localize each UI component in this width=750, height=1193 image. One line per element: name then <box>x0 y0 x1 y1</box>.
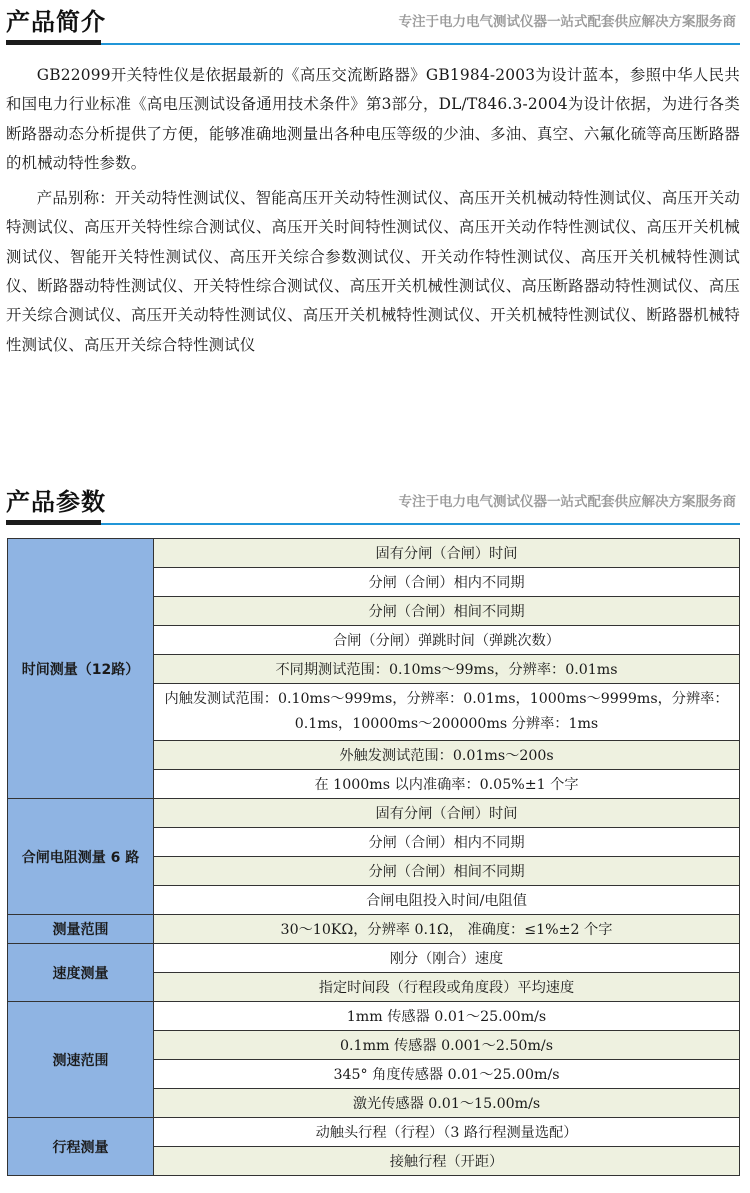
param-value: 指定时间段（行程段或角度段）平均速度 <box>154 973 740 1002</box>
param-category: 行程测量 <box>8 1118 154 1176</box>
param-value: 345° 角度传感器 0.01～25.00m/s <box>154 1060 740 1089</box>
section-slogan: 专注于电力电气测试仪器一站式配套供应解决方案服务商 <box>398 14 736 30</box>
divider-line <box>101 43 740 45</box>
section-title: 产品简介 <box>6 8 106 36</box>
alias-paragraph: 产品别称：开关动特性测试仪、智能高压开关动特性测试仪、高压开关机械动特性测试仪、高压开关动特测试仪、高压开关特性综合测试仪、高压开关时间特性测试仪、高压开关动作特性测试仪、高压开关机械测试仪、智能开关特性测试仪、高压开关综合参数测试仪、开关动作特性测试仪、高压开关机械特性测试仪、断路器动特性测试仪、开关特性综合测试仪、高压开关机械性测试仪、高压断路器动特性测试仪、高压开关综合测试仪、高压开关动特性测试仪、高压开关机械特性测试仪、开关机械特性测试仪、断路器机械特性测试仪、高压开关综合特性测试仪 <box>6 189 740 354</box>
param-value: 分闸（合闸）相间不同期 <box>154 857 740 886</box>
param-category: 速度测量 <box>8 944 154 1002</box>
param-value: 0.1mm 传感器 0.001～2.50m/s <box>154 1031 740 1060</box>
param-value: 固有分闸（合闸）时间 <box>154 539 740 568</box>
param-value: 30～10KΩ，分辨率 0.1Ω， 准确度：≤1%±2 个字 <box>154 915 740 944</box>
table-row <box>8 1002 740 1031</box>
param-category: 测速范围 <box>8 1002 154 1118</box>
param-value: 接触行程（开距） <box>154 1147 740 1176</box>
param-value: 不同期测试范围：0.10ms～99ms，分辨率：0.01ms <box>154 655 740 684</box>
params-section-header <box>0 482 750 526</box>
param-value: 分闸（合闸）相间不同期 <box>154 597 740 626</box>
table-row <box>8 539 740 568</box>
param-category: 测量范围 <box>8 915 154 944</box>
param-value: 内触发测试范围：0.10ms～999ms，分辨率：0.01ms，1000ms～9999ms，分辨率：0.1ms，10000ms～200000ms 分辨率：1ms <box>154 684 740 741</box>
param-value: 1mm 传感器 0.01～25.00m/s <box>154 1002 740 1031</box>
param-value: 在 1000ms 以内准确率：0.05%±1 个字 <box>154 770 740 799</box>
divider-line <box>101 523 740 525</box>
param-category: 时间测量（12路） <box>8 539 154 799</box>
table-row <box>8 944 740 973</box>
intro-section-header <box>0 2 750 46</box>
section-slogan: 专注于电力电气测试仪器一站式配套供应解决方案服务商 <box>398 494 736 510</box>
table-row <box>8 1118 740 1147</box>
table-row <box>8 799 740 828</box>
param-value: 动触头行程（行程）（3 路行程测量选配） <box>154 1118 740 1147</box>
param-value: 分闸（合闸）相内不同期 <box>154 568 740 597</box>
param-value: 分闸（合闸）相内不同期 <box>154 828 740 857</box>
params-table <box>7 538 740 1176</box>
param-value: 合闸（分闸）弹跳时间（弹跳次数） <box>154 626 740 655</box>
param-value: 固有分闸（合闸）时间 <box>154 799 740 828</box>
param-value: 合闸电阻投入时间/电阻值 <box>154 886 740 915</box>
title-underline <box>6 520 101 525</box>
intro-text <box>6 61 740 360</box>
param-value: 激光传感器 0.01～15.00m/s <box>154 1089 740 1118</box>
table-row <box>8 915 740 944</box>
param-value: 刚分（刚合）速度 <box>154 944 740 973</box>
param-value: 外触发测试范围：0.01ms～200s <box>154 741 740 770</box>
title-underline <box>6 40 101 45</box>
section-title: 产品参数 <box>6 488 106 516</box>
intro-paragraph: GB22099开关特性仪是依据最新的《高压交流断路器》GB1984-2003为设计蓝本，参照中华人民共和国电力行业标准《高电压测试设备通用技术条件》第3部分，DL/T846.3-2004为设计依据，为进行各类断路器动态分析提供了方便，能够准确地测量出各种电压等级的少油、多油、真空、六氟化硫等高压断路器的机械动特性参数。 <box>6 66 740 172</box>
param-category: 合闸电阻测量 6 路 <box>8 799 154 915</box>
